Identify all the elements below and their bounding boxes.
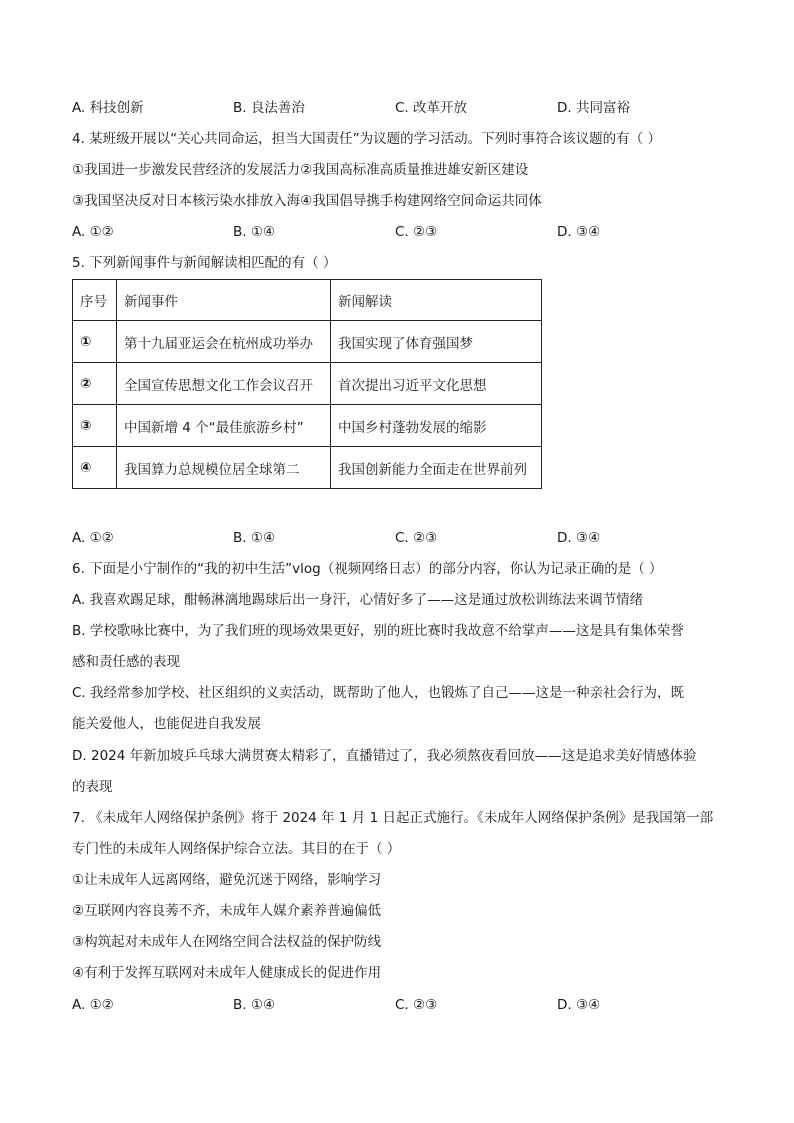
table-cell-number: ② xyxy=(73,363,117,405)
q7-options xyxy=(72,995,712,1015)
table-cell-interpretation: 首次提出习近平文化思想 xyxy=(331,363,542,405)
q6-option-a: A. 我喜欢踢足球，酣畅淋漓地踢球后出一身汗，心情好多了——这是通过放松训练法来调节情绪 xyxy=(72,592,644,608)
table-header-row xyxy=(73,280,542,321)
table-header-cell: 新闻解读 xyxy=(331,280,542,321)
q7-option-a: A. ①② xyxy=(72,997,114,1013)
q6-option-b-cont: 感和责任感的表现 xyxy=(72,654,180,670)
q4-item-line: ①我国进一步激发民营经济的发展活力②我国高标准高质量推进雄安新区建设 xyxy=(72,162,529,178)
q5-option-d: D. ③④ xyxy=(557,530,601,546)
table-cell-event: 全国宣传思想文化工作会议召开 xyxy=(117,363,331,405)
q3-option-c: C. 改革开放 xyxy=(395,100,468,116)
q3-option-a: A. 科技创新 xyxy=(72,100,144,116)
table-cell-interpretation: 我国实现了体育强国梦 xyxy=(331,321,542,363)
q6-option-c-cont: 能关爱他人，也能促进自我发展 xyxy=(72,716,261,732)
q5-stem: 5. 下列新闻事件与新闻解读相匹配的有（ ） xyxy=(72,255,337,271)
q7-option-d: D. ③④ xyxy=(557,997,601,1013)
q4-option-d: D. ③④ xyxy=(557,224,601,240)
q3-option-b: B. 良法善治 xyxy=(233,100,305,116)
table-cell-interpretation: 我国创新能力全面走在世界前列 xyxy=(331,447,542,489)
table-cell-event: 中国新增 4 个“最佳旅游乡村” xyxy=(117,405,331,447)
table-cell-number: ④ xyxy=(73,447,117,489)
table-cell-number: ③ xyxy=(73,405,117,447)
table-header-cell: 新闻事件 xyxy=(117,280,331,321)
table-cell-number: ① xyxy=(73,321,117,363)
q7-item: ②互联网内容良莠不齐，未成年人媒介素养普遍偏低 xyxy=(72,903,382,919)
q5-option-c: C. ②③ xyxy=(395,530,438,546)
table-row xyxy=(73,447,542,489)
news-table xyxy=(72,279,542,489)
q4-option-a: A. ①② xyxy=(72,224,114,240)
table-header-cell: 序号 xyxy=(73,280,117,321)
q5-options xyxy=(72,528,712,548)
q7-stem: 7. 《未成年人网络保护条例》将于 2024 年 1 月 1 日起正式施行。《未成年人网络保护条例》是我国第一部 xyxy=(72,810,714,826)
q6-option-d-cont: 的表现 xyxy=(72,779,113,795)
table-row xyxy=(73,363,542,405)
q4-item-line: ③我国坚决反对日本核污染水排放入海④我国倡导携手构建网络空间命运共同体 xyxy=(72,193,542,209)
q4-stem: 4. 某班级开展以“关心共同命运，担当大国责任”为议题的学习活动。下列时事符合该议题的有（ ） xyxy=(72,131,661,147)
q7-item: ①让未成年人远离网络，避免沉迷于网络，影响学习 xyxy=(72,872,382,888)
q5-option-b: B. ①④ xyxy=(233,530,276,546)
q4-options xyxy=(72,222,712,242)
q5-option-a: A. ①② xyxy=(72,530,114,546)
q4-option-c: C. ②③ xyxy=(395,224,438,240)
table-cell-event: 第十九届亚运会在杭州成功举办 xyxy=(117,321,331,363)
table-row xyxy=(73,405,542,447)
table-cell-interpretation: 中国乡村蓬勃发展的缩影 xyxy=(331,405,542,447)
q7-item: ④有利于发挥互联网对未成年人健康成长的促进作用 xyxy=(72,965,382,981)
table-row xyxy=(73,321,542,363)
q6-option-c: C. 我经常参加学校、社区组织的义卖活动，既帮助了他人，也锻炼了自己——这是一种亲社会行为，既 xyxy=(72,685,685,701)
q7-option-b: B. ①④ xyxy=(233,997,276,1013)
q6-option-b: B. 学校歌咏比赛中，为了我们班的现场效果更好，别的班比赛时我故意不给掌声——这是具有集体荣誉 xyxy=(72,623,684,639)
q3-option-d: D. 共同富裕 xyxy=(557,100,630,116)
q6-stem: 6. 下面是小宁制作的“我的初中生活”vlog（视频网络日志）的部分内容，你认为记录正确的是（ ） xyxy=(72,561,663,577)
q7-option-c: C. ②③ xyxy=(395,997,438,1013)
table-cell-event: 我国算力总规模位居全球第二 xyxy=(117,447,331,489)
q6-option-d: D. 2024 年新加坡乒乓球大满贯赛太精彩了，直播错过了，我必须熬夜看回放——这是追求美好情感体验 xyxy=(72,748,697,764)
q7-item: ③构筑起对未成年人在网络空间合法权益的保护防线 xyxy=(72,934,382,950)
q7-stem-cont: 专门性的未成年人网络保护综合立法。其目的在于（ ） xyxy=(72,841,401,857)
q3-options xyxy=(72,98,712,118)
q4-option-b: B. ①④ xyxy=(233,224,276,240)
